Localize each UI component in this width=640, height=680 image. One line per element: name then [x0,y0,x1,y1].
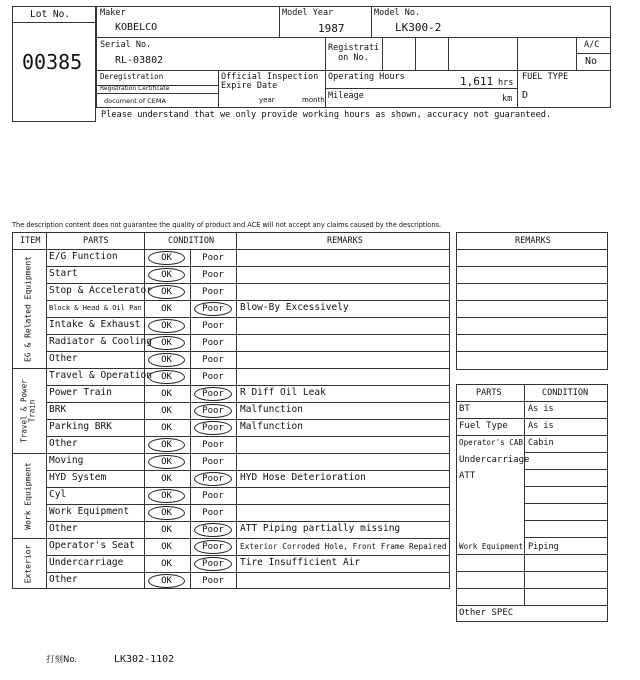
info-vline-4 [218,70,219,108]
row-remark: R Diff Oil Leak [240,387,326,398]
row-rule [46,317,450,318]
poor-option[interactable]: Poor [194,404,232,418]
info-hline-2 [96,70,611,71]
inspection-label-1: Official Inspection [221,72,319,82]
poor-option[interactable]: Poor [202,508,224,518]
mileage-label: Mileage [328,91,364,101]
info-hline-6 [576,53,611,54]
row-rule [46,572,450,573]
row-rule [46,283,450,284]
ok-option[interactable]: OK [148,438,185,452]
parts-line [524,452,608,453]
serial-label: Serial No. [100,40,152,50]
row-remark: Malfunction [240,404,303,415]
row-part: Work Equipment [49,506,130,517]
right-part-condition: Cabin [528,438,554,448]
hrs-label: hrs [498,78,514,88]
row-rule [46,419,450,420]
right-part-name: Undercarriage [459,455,530,465]
right-part-name: Operator's CAB [459,438,524,447]
ok-option[interactable]: OK [161,542,172,552]
poor-option[interactable]: Poor [202,355,224,365]
serial-value: RL-03802 [115,55,164,66]
info-vline-9 [576,37,577,70]
poor-option[interactable]: Poor [202,372,224,382]
right-part-name: ATT [459,471,476,481]
ok-option[interactable]: OK [148,370,185,384]
right-part-name: Work Equipment [459,542,524,551]
parts-line [456,418,608,419]
row-rule [12,453,450,454]
remarks-line [456,334,608,335]
year-label: year [259,96,275,104]
ok-option[interactable]: OK [148,268,185,282]
poor-option[interactable]: Poor [194,557,232,571]
ok-option[interactable]: OK [148,319,185,333]
parts-line [456,571,608,572]
row-rule [46,385,450,386]
parts-line [524,520,608,521]
poor-option[interactable]: Poor [194,387,232,401]
row-rule [46,436,450,437]
description-notice: The description content does not guarantee the quality of product and ACE will not accept any claims caused by the descriptions. [12,221,442,229]
row-rule [12,538,450,539]
row-remark: HYD Hose Deterioration [240,472,366,483]
parts-line [456,605,608,606]
registration-certificate-label: Registration Certificate [100,85,170,92]
row-part: BRK [49,404,67,415]
model-no-value: LK300-2 [395,21,442,34]
ok-option[interactable]: OK [148,353,185,367]
right-part-condition: Piping [528,542,559,552]
info-vline-5 [382,37,383,70]
parts-line [524,486,608,487]
row-part: Cyl [49,489,67,500]
row-rule [46,504,450,505]
poor-option[interactable]: Poor [194,302,232,316]
info-vline-3 [325,37,326,108]
row-remark: Exterior Corroded Hole, Front Frame Repaired [240,542,447,551]
group-label: EG & Related Equipment [23,255,32,362]
registration-label-2: on No. [338,53,369,63]
poor-option[interactable]: Poor [202,457,224,467]
stamp-label: 打刻No. [46,655,78,665]
poor-option[interactable]: Poor [202,253,224,263]
group-label: Travel & Power Train [19,378,36,443]
row-part: Radiator & Cooling [49,336,152,347]
right-condition-header: CONDITION [542,388,589,398]
right-remarks-box [456,232,608,370]
ok-option[interactable]: OK [161,559,172,569]
parts-line [456,554,608,555]
row-rule [46,334,450,335]
info-hline-4 [96,93,218,94]
right-remarks-header: REMARKS [515,236,551,246]
model-year-label: Model Year [282,8,334,18]
row-rule [46,521,450,522]
fuel-type-label: FUEL TYPE [522,72,569,82]
deregistration-label: Deregistration [100,72,164,81]
inspection-label-2: Expire Date [221,81,278,91]
row-rule [46,351,450,352]
ok-option[interactable]: OK [148,489,185,503]
ok-option[interactable]: OK [161,423,172,433]
row-part: Start [49,268,78,279]
right-part-name: Fuel Type [459,421,508,431]
parts-line [456,401,608,402]
poor-option[interactable]: Poor [194,472,232,486]
poor-option[interactable]: Poor [202,338,224,348]
lot-divider [12,22,96,23]
poor-option[interactable]: Poor [194,421,232,435]
parts-line [524,537,608,538]
ok-option[interactable]: OK [161,406,172,416]
fuel-type-value: D [522,90,529,101]
remarks-line [456,317,608,318]
row-part: Power Train [49,387,112,398]
maker-label: Maker [100,8,126,18]
row-part: Parking BRK [49,421,112,432]
row-part: Stop & Accelerator [49,285,152,296]
info-vline-7 [448,37,449,70]
row-remark: ATT Piping partially missing [240,523,401,534]
km-label: km [502,94,513,104]
stamp-value: LK302-1102 [114,654,175,665]
operating-hours-label: Operating Hours [328,72,405,82]
parts-header: PARTS [83,236,109,246]
ok-option[interactable]: OK [161,474,172,484]
info-vline-6 [415,37,416,70]
row-rule [46,555,450,556]
ok-option[interactable]: OK [148,251,185,265]
info-hline-5 [325,88,517,89]
row-part: Block & Head & Oil Pan [49,304,142,312]
item-header: ITEM [20,236,41,246]
poor-option[interactable]: Poor [194,540,232,554]
parts-line [456,588,608,589]
poor-option[interactable]: Poor [194,523,232,537]
remarks-line [456,351,608,352]
row-part: Operator's Seat [49,540,135,551]
poor-option[interactable]: Poor [202,440,224,450]
row-remark: Malfunction [240,421,303,432]
condition-header: CONDITION [168,236,215,246]
document-cema-label: document of CEMA [104,97,166,105]
ok-option[interactable]: OK [148,574,185,588]
ac-label: A/C [584,40,600,50]
right-part-name: Other SPEC [459,608,514,618]
poor-option[interactable]: Poor [202,576,224,586]
col-line-remarks [236,232,237,589]
ok-option[interactable]: OK [148,285,185,299]
row-rule [46,300,450,301]
operating-hours-value: 1,611 [460,75,494,88]
row-part: E/G Function [49,251,118,262]
poor-option[interactable]: Poor [202,287,224,297]
lot-number: 00385 [22,50,83,74]
remarks-line [456,249,608,250]
right-part-condition: As is [528,421,554,431]
remarks-line [456,283,608,284]
row-part: Moving [49,455,84,466]
parts-line [524,469,608,470]
ok-option[interactable]: OK [148,336,185,350]
remarks-line [456,300,608,301]
right-part-name: BT [459,404,470,414]
row-rule [12,368,450,369]
maker-value: KOBELCO [115,22,158,33]
remarks-line [456,266,608,267]
ok-option[interactable]: OK [161,389,172,399]
ok-option[interactable]: OK [161,525,172,535]
row-part: Other [49,523,78,534]
month-label: month [302,96,325,104]
ok-option[interactable]: OK [148,506,185,520]
parts-line [456,435,608,436]
poor-option[interactable]: Poor [202,491,224,501]
info-hline-1 [96,37,611,38]
info-vline-1 [279,6,280,37]
row-part: Intake & Exhaust [49,319,141,330]
row-rule [46,470,450,471]
model-year-value: 1987 [318,22,345,35]
row-part: Other [49,353,78,364]
row-rule [46,487,450,488]
row-remark: Blow-By Excessively [240,302,349,313]
info-vline-2 [371,6,372,37]
ok-option[interactable]: OK [148,455,185,469]
row-part: Undercarriage [49,557,124,568]
row-rule [46,266,450,267]
group-label: Work Equipment [23,461,32,530]
right-part-condition: As is [528,404,554,414]
info-vline-8 [517,37,518,108]
model-no-label: Model No. [374,8,421,18]
row-remark: Tire Insufficient Air [240,557,361,568]
row-part: HYD System [49,472,107,483]
poor-option[interactable]: Poor [202,270,224,280]
row-part: Other [49,574,78,585]
parts-line [524,503,608,504]
group-label: Exterior [23,544,32,583]
ac-value: No [585,56,598,67]
hours-notice: Please understand that we only provide working hours as shown, accuracy not guaranteed. [101,110,552,120]
row-part: Travel & Operation [49,370,152,381]
remarks-header: REMARKS [327,236,363,246]
row-rule [46,402,450,403]
poor-option[interactable]: Poor [202,321,224,331]
col-line-item [46,232,47,589]
lot-label: Lot No. [30,9,71,20]
header-rule [12,249,450,250]
right-parts-header: PARTS [476,388,502,398]
row-part: Other [49,438,78,449]
ok-option[interactable]: OK [161,304,172,314]
registration-label-1: Registrati [328,43,380,53]
